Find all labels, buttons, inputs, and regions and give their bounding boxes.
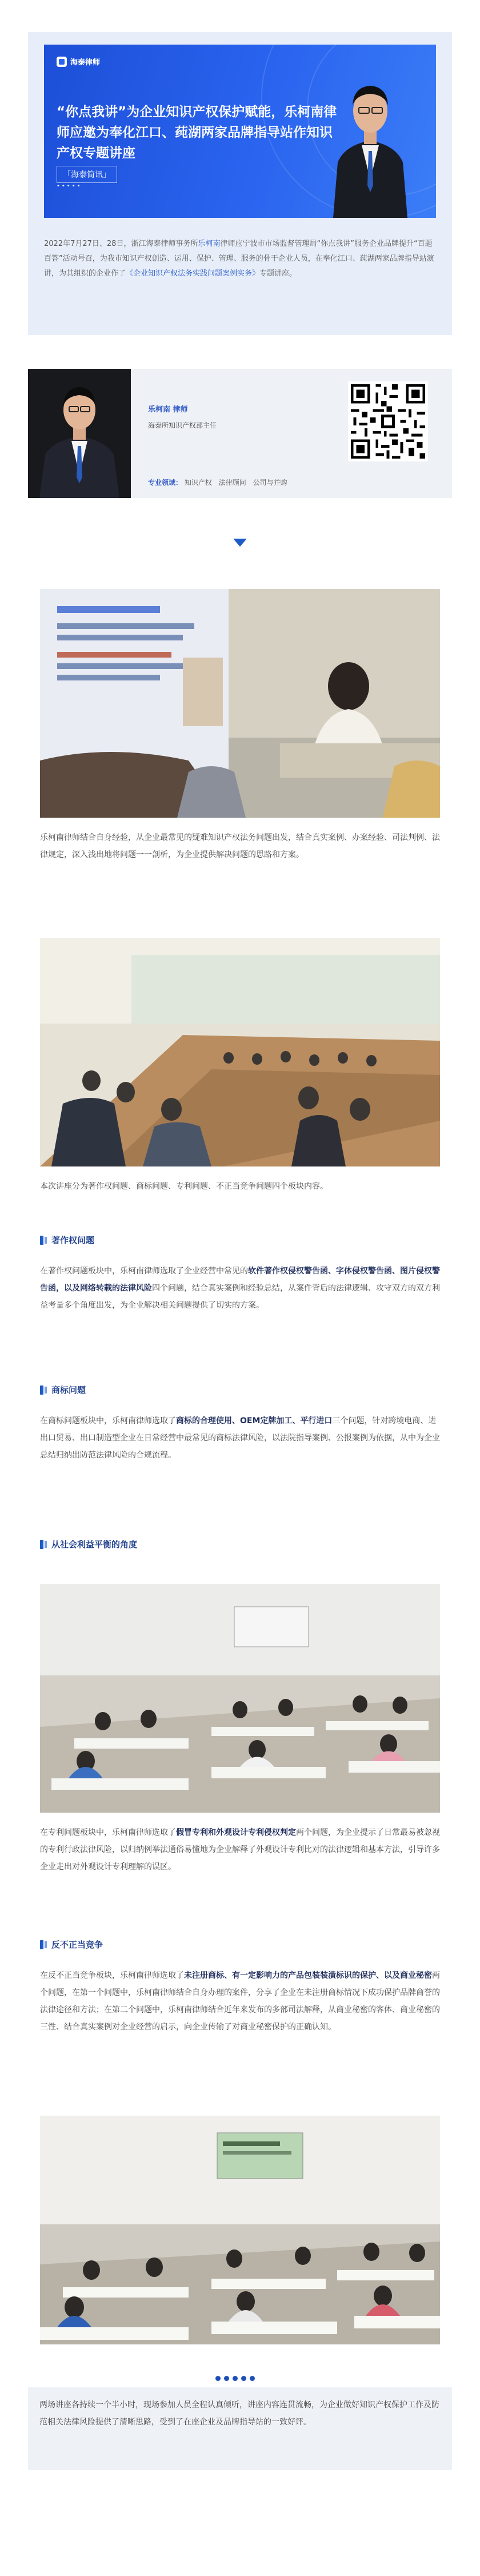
- dot-icon: [233, 2376, 238, 2381]
- section-heading-trademark: [40, 1384, 86, 1396]
- lecture-photo-1: [40, 589, 440, 818]
- closing-box: [28, 2387, 452, 2470]
- audience-photo-1: [40, 1584, 440, 1813]
- hero-banner: [44, 45, 436, 218]
- section-title: 著作权问题: [51, 1235, 95, 1245]
- practice-area-item: 公司与并购: [253, 479, 287, 487]
- section-title: 从社会利益平衡的角度: [51, 1539, 138, 1550]
- text: 两个问题，为企业提示了日常最易被忽视的专利行政法律风险，以归纳例举法通俗易懂地为企业解释了外观设计专利比对的法律逻辑和基本方法，引导许多企业走出对外观设计专利理解的误区。: [40, 1828, 440, 1872]
- text: 在商标问题板块中，乐柯南律师选取了: [40, 1416, 176, 1426]
- heading-marker-icon: [45, 1541, 47, 1548]
- dot-icon: [215, 2376, 221, 2381]
- section-title: 反不正当竞争: [51, 1940, 103, 1950]
- heading-marker-icon: [45, 1237, 47, 1244]
- lawyer-profile-card: [28, 369, 452, 498]
- paragraph-2: 本次讲座分为著作权问题、商标问题、专利问题、不正当竞争问题四个板块内容。: [40, 1182, 328, 1191]
- heading-marker-icon: [40, 1236, 43, 1245]
- dot-decoration: •••••: [57, 183, 82, 189]
- dot-icon: [241, 2376, 246, 2381]
- firm-logo: [57, 56, 100, 67]
- meeting-room-photo: [40, 938, 440, 1166]
- section-title: 商标问题: [51, 1385, 86, 1395]
- intro-text: 2022年7月27日、28日，浙江海泰律师事务所: [44, 240, 198, 248]
- emphasis: 商标的合理使用、OEM定牌加工、平行进口: [176, 1416, 333, 1426]
- heading-marker-icon: [40, 1540, 43, 1549]
- hero-section: [28, 32, 452, 335]
- logo-icon: [57, 57, 67, 67]
- lawyer-photo: [28, 369, 131, 498]
- closing-paragraph: 两场讲座各持续一个半小时，现场参加人员全程认真倾听，讲座内容连贯流畅，为企业做好知识产权保护工作及防范相关法律风险提供了清晰思路，受到了在座企业及品牌指导站的一致好评。: [39, 2400, 439, 2427]
- practice-areas-label: 专业领域：: [148, 479, 183, 487]
- text: 在反不正当竞争板块，乐柯南律师选取了: [40, 1971, 184, 1980]
- dot-icon: [250, 2376, 255, 2381]
- section-heading-unfair-competition: [40, 1938, 103, 1950]
- heading-marker-icon: [40, 1940, 43, 1949]
- lawyer-title: 海泰所知识产权部主任: [148, 421, 217, 429]
- text: 三个问题，针对跨境电商、进出口贸易、出口制造型企业在日常经营中最常见的商标法律风险，以法院指导案例、公报案例为依据，从中为企业总结归纳出防范法律风险的合规流程。: [40, 1416, 440, 1460]
- text: 在专利问题板块中，乐柯南律师选取了: [40, 1828, 176, 1837]
- emphasis: 软件著作权侵权警告函、字体侵权警告函、图片侵权警告函，以及网络转载的法律风险: [40, 1267, 440, 1293]
- news-tag: 「海泰简讯」: [57, 166, 117, 183]
- practice-area-item: 法律顾问: [218, 479, 246, 487]
- section-heading-social-interest: [40, 1538, 137, 1550]
- intro-paragraph: [44, 237, 436, 281]
- text: 在著作权问题板块中，乐柯南律师选取了企业经营中常见的: [40, 1267, 248, 1276]
- paragraph-copyright: [40, 1263, 440, 1314]
- heading-marker-icon: [40, 1385, 43, 1395]
- emphasis: 假冒专利和外观设计专利侵权判定: [176, 1828, 296, 1837]
- lawyer-portrait: [327, 65, 413, 218]
- heading-marker-icon: [45, 1941, 47, 1948]
- dot-icon: [224, 2376, 229, 2381]
- separator-dots: [215, 2376, 255, 2381]
- lawyer-name: 乐柯南 律师: [148, 405, 188, 414]
- intro-text: 专题讲座。: [259, 269, 297, 278]
- logo-text: 海泰律师: [70, 58, 101, 67]
- hero-headline: “你点我讲”为企业知识产权保护赋能，乐柯南律师应邀为奉化江口、莼湖两家品牌指导站作知识产权专题讲座: [57, 105, 337, 161]
- paragraph-patent: [40, 1824, 440, 1876]
- text: 四个问题，结合真实案例和经验总结，从案件背后的法律逻辑、攻守双方的双方利益考量多个角度出发，为企业解决相关问题提供了切实的方案。: [40, 1284, 440, 1310]
- paragraph-1: 乐柯南律师结合自身经验，从企业最常见的疑难知识产权法务问题出发，结合真实案例、办案经验、司法判例、法律规定，深入浅出地将问题一一剖析，为企业提供解决问题的思路和方案。: [40, 833, 440, 859]
- text: 两个问题，在第一个问题中，乐柯南律师结合自身办理的案件，分享了企业在未注册商标情况下成功保护品牌商誉的法律途径和方法；在第二个问题中，乐柯南律师结合近年来发布的多部司法解释，从商业秘密的客体、商业秘密的三性、结合真实案例对企业经营的启示，向企业传输了对商业秘密保护的正确认知。: [40, 1971, 440, 2032]
- intro-lawyer-name: 乐柯南: [198, 240, 221, 248]
- intro-course-title: 《企业知识产权法务实践问题案例实务》: [126, 269, 260, 278]
- practice-area-item: 知识产权: [184, 479, 212, 487]
- intro-text: 律师应宁波市市场监督管理局“你点我讲”服务企业品牌提升“百题百答”活动号召，为我市知识产权创造、运用、保护、管理、服务的骨干企业人员，在奉化江口、莼湖两家品牌指导站演讲，为其组织的企业作了: [44, 240, 434, 278]
- paragraph-unfair-competition: [40, 1967, 440, 2036]
- section-heading-copyright: [40, 1234, 94, 1246]
- paragraph-trademark: [40, 1412, 440, 1464]
- heading-marker-icon: [45, 1387, 47, 1393]
- emphasis: 未注册商标、有一定影响力的产品包装装潢标识的保护、以及商业秘密: [184, 1971, 432, 1980]
- practice-areas: [148, 477, 292, 487]
- qr-code[interactable]: [348, 381, 428, 461]
- down-arrow-icon: [233, 539, 247, 547]
- audience-photo-2: [40, 2116, 440, 2344]
